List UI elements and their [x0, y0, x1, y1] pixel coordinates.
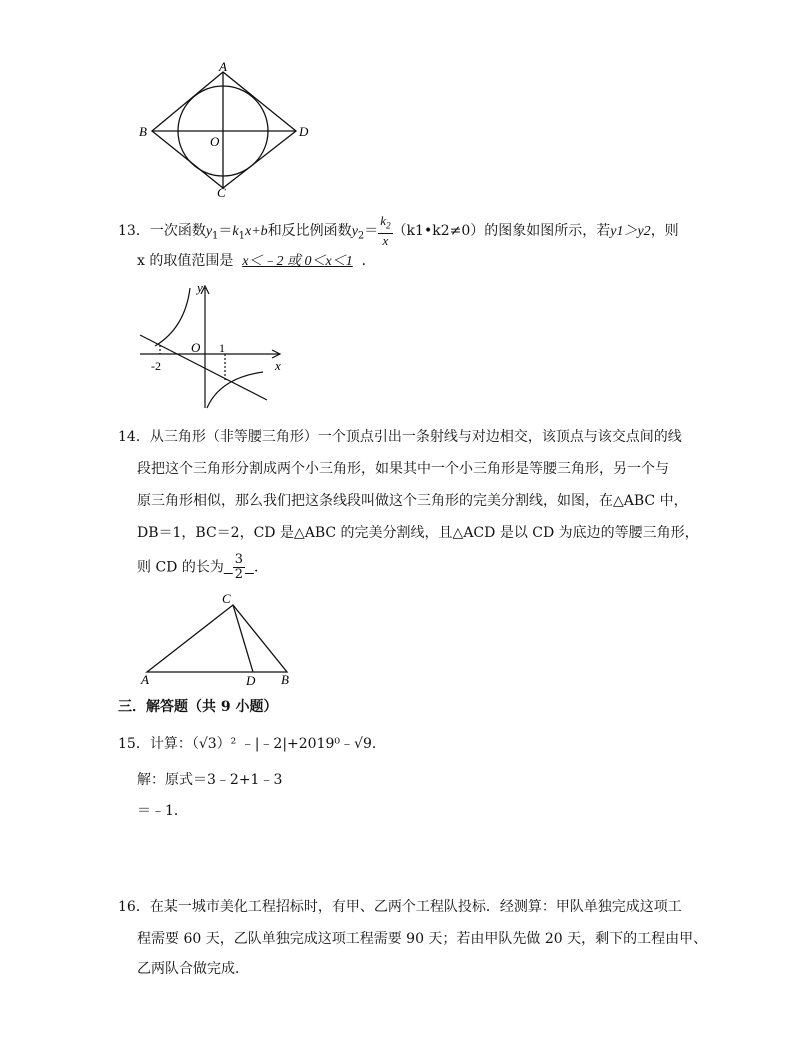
- q13-line2: x 的取值范围是 x＜﹣2 或 0＜x＜1 ．: [137, 253, 376, 269]
- rhombus-circle-figure: [135, 60, 315, 200]
- label-B: B: [139, 124, 147, 139]
- q16-line1: 16．在某一城市美化工程招标时，有甲、乙两个工程队投标．经测算：甲队单独完成这项工: [118, 899, 682, 915]
- section-heading: 三．解答题（共 9 小题）: [118, 699, 278, 715]
- origin-label: O: [191, 340, 201, 355]
- label-D: D: [246, 673, 256, 688]
- label-C: C: [217, 185, 226, 200]
- axis-y-label: y: [197, 280, 203, 295]
- q14-line2: 段把这个三角形分割成两个小三角形，如果其中一个小三角形是等腰三角形，另一个与: [137, 461, 669, 477]
- label-C: C: [222, 591, 231, 606]
- label-A: A: [219, 60, 227, 74]
- q14-answer-fraction: $\frac{3}{2}$: [234, 552, 244, 582]
- tick-1-label: 1: [219, 341, 225, 355]
- triangle-figure: [135, 588, 305, 688]
- function-graph-figure: [135, 280, 295, 415]
- q15-question: 15．计算：（√3）² ﹣|﹣2|+2019⁰﹣√9．: [118, 736, 386, 752]
- q15-solution-line1: 解：原式＝3﹣2+1﹣3: [137, 772, 283, 788]
- fraction-k2-over-x: $\frac{k_2}{x}$: [380, 213, 391, 248]
- q15-solution-line2: ＝﹣1．: [137, 803, 188, 819]
- label-A: A: [141, 672, 149, 687]
- q13-line1: 13．一次函数$y_1=k_1x+b$和反比例函数$y_2=$ $\frac{k_2}{x}$ （k1•k2≠0）的图象如图所示，若y1＞y2，则: [118, 213, 679, 248]
- q14-line1: 14．从三角形（非等腰三角形）一个顶点引出一条射线与对边相交，该顶点与该交点间的线: [118, 429, 682, 445]
- q16-line2: 程需要 60 天，乙队单独完成这项工程需要 90 天；若由甲队先做 20 天，剩下的工程由甲、: [137, 931, 708, 947]
- q16-line3: 乙两队合做完成．: [137, 961, 249, 977]
- label-O: O: [210, 134, 220, 149]
- label-B: B: [281, 672, 289, 687]
- label-D: D: [299, 124, 309, 139]
- q13-answer: x＜﹣2 或 0＜x＜1: [242, 254, 353, 269]
- q14-line4: DB＝1，BC＝2，CD 是△ABC 的完美分割线，且△ACD 是以 CD 为底边的等腰三角形，: [137, 525, 699, 541]
- axis-x-label: x: [275, 358, 281, 373]
- q14-line5: 则 CD 的长为 $\frac{3}{2}$ ．: [137, 552, 268, 582]
- q14-line3: 原三角形相似，那么我们把这条线段叫做这个三角形的完美分割线，如图，在△ABC 中，: [137, 493, 688, 509]
- tick-neg2-label: -2: [151, 359, 161, 373]
